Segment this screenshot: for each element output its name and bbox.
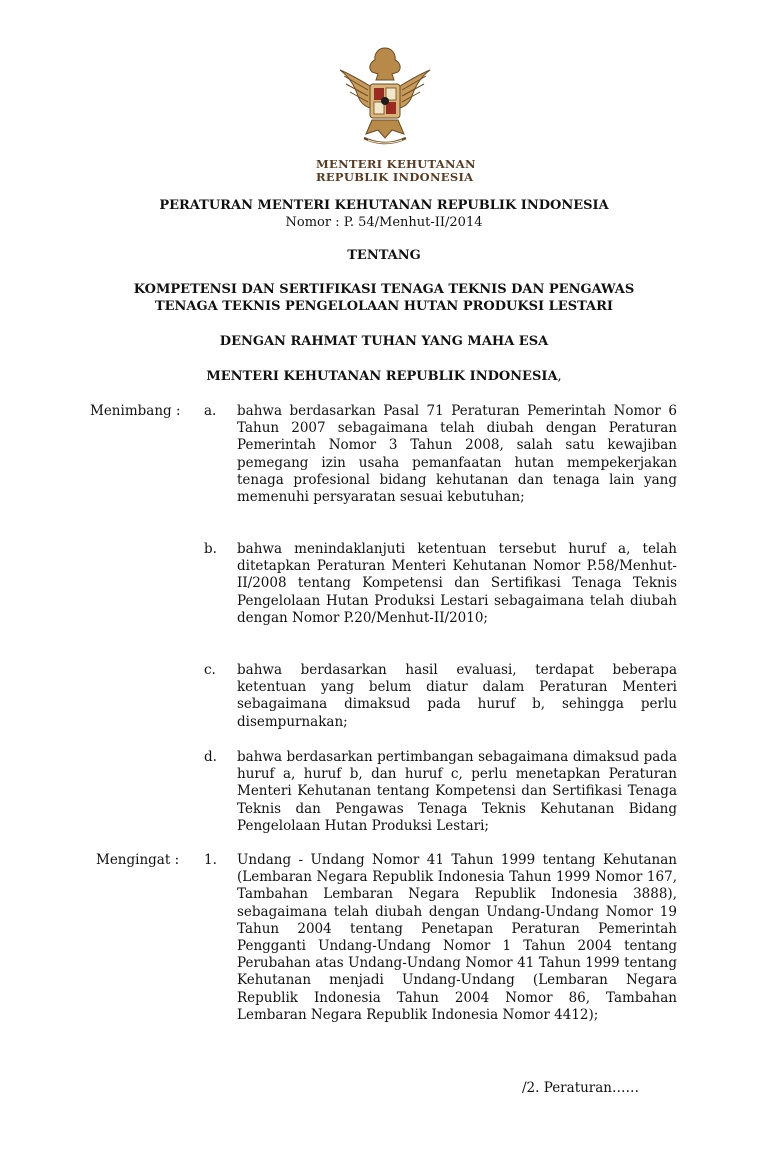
menimbang-mark-c: c. [204, 662, 216, 678]
page-continuation: /2. Peraturan…… [522, 1080, 640, 1096]
menimbang-mark-b: b. [204, 541, 217, 557]
authority-comma: , [557, 369, 562, 384]
tentang-heading: TENTANG [347, 248, 421, 263]
menimbang-mark-a: a. [204, 403, 217, 419]
authority-line [0, 369, 768, 384]
mengingat-mark-1: 1. [204, 852, 217, 868]
garuda-emblem-icon [330, 40, 440, 152]
blessing-line: DENGAN RAHMAT TUHAN YANG MAHA ESA [219, 334, 549, 349]
mengingat-item-1: Undang - Undang Nomor 41 Tahun 1999 tentang Kehutanan (Lembaran Negara Republik Indonesia Tahun 1999 Nomor 167, Tambahan Lembaran Negara Republik Indonesia 3888), sebagaimana telah diubah dengan Undang-Undang Nomor 19 Tahun 2004 tentang Penetapan Peraturan Pemerintah Pengganti Undang-Undang Nomor 1 Tahun 2004 tentang Perubahan atas Undang-Undang Nomor 41 Tahun 1999 tentang Kehutanan menjadi Undang-Undang (Lembaran Negara Republik Indonesia Tahun 2004 Nomor 86, Tambahan Lembaran Negara Republik Indonesia Nomor 4412); [237, 852, 677, 1023]
ministry-name: MENTERI KEHUTANAN [316, 157, 476, 171]
menimbang-label: Menimbang : [90, 403, 181, 419]
authority-name: MENTERI KEHUTANAN REPUBLIK INDONESIA [206, 369, 558, 384]
subject-line-1: KOMPETENSI DAN SERTIFIKASI TENAGA TEKNIS DAN PENGAWAS [133, 282, 635, 297]
menimbang-mark-d: d. [204, 749, 217, 765]
menimbang-item-a: bahwa berdasarkan Pasal 71 Peraturan Pemerintah Nomor 6 Tahun 2007 sebagaimana telah diubah dengan Peraturan Pemerintah Nomor 3 Tahun 2008, salah satu kewajiban pemegang izin usaha pemanfaatan hutan mempekerjakan tenaga profesional bidang kehutanan dan tenaga lain yang memenuhi persyaratan sesuai kebutuhan; [237, 403, 677, 506]
menimbang-item-c: bahwa berdasarkan hasil evaluasi, terdapat beberapa ketentuan yang belum diatur dalam Peraturan Menteri sebagaimana dimaksud pada huruf b, sehingga perlu disempurnakan; [237, 662, 677, 730]
regulation-title: PERATURAN MENTERI KEHUTANAN REPUBLIK INDONESIA [159, 198, 609, 213]
menimbang-item-b: bahwa menindaklanjuti ketentuan tersebut huruf a, telah ditetapkan Peraturan Menteri Kehutanan Nomor P.58/Menhut-II/2008 tentang Kompetensi dan Sertifikasi Tenaga Teknis Pengelolaan Hutan Produksi Lestari sebagaimana telah diubah dengan Nomor P.20/Menhut-II/2010; [237, 541, 677, 626]
mengingat-label: Mengingat : [96, 852, 180, 868]
regulation-number: Nomor : P. 54/Menhut-II/2014 [285, 215, 483, 230]
subject-line-2: TENAGA TEKNIS PENGELOLAAN HUTAN PRODUKSI LESTARI [154, 299, 614, 314]
ministry-country: REPUBLIK INDONESIA [316, 170, 474, 184]
menimbang-item-d: bahwa berdasarkan pertimbangan sebagaimana dimaksud pada huruf a, huruf b, dan huruf c, perlu menetapkan Peraturan Menteri Kehutanan tentang Kompetensi dan Sertifikasi Tenaga Teknis dan Pengawas Tenaga Teknis Kehutanan Bidang Pengelolaan Hutan Produksi Lestari; [237, 749, 677, 834]
ministry-letterhead [316, 158, 486, 184]
